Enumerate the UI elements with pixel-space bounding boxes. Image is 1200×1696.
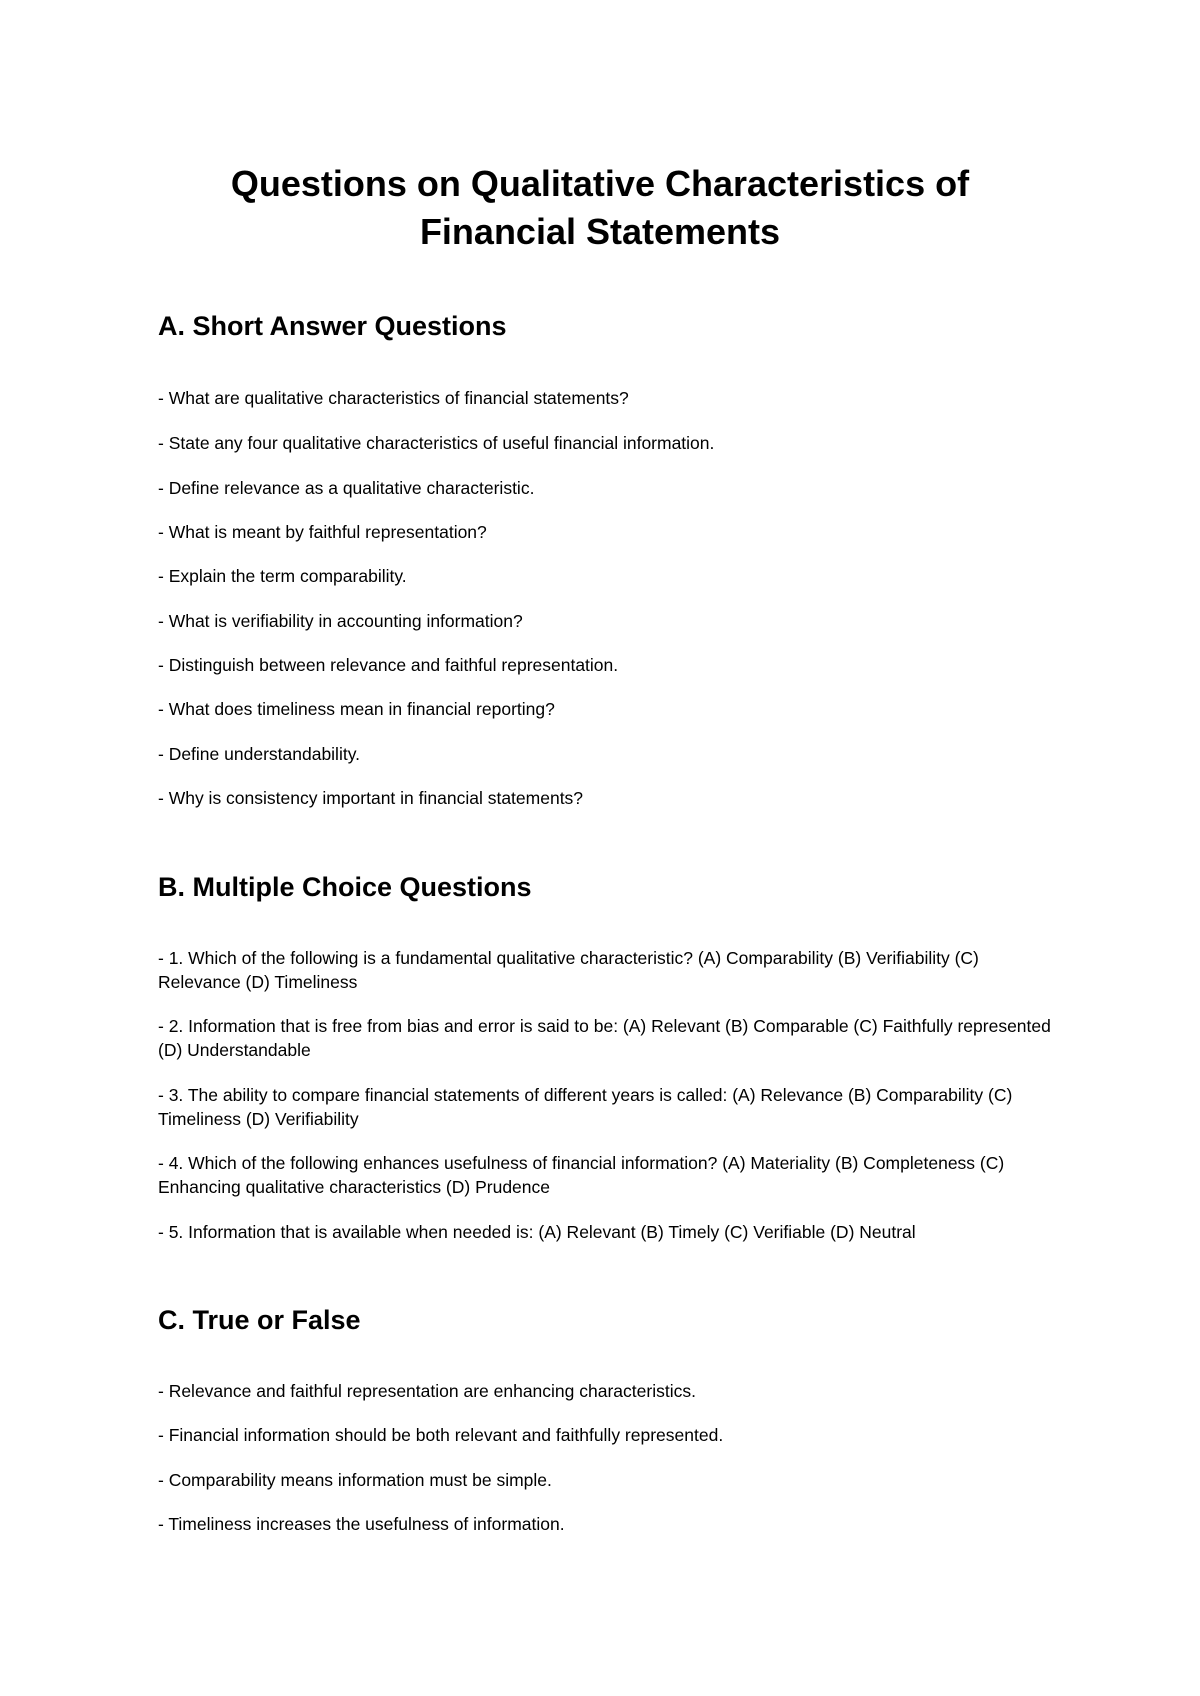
short-answer-question-4: - What is meant by faithful representation? (158, 522, 487, 542)
page-title-line-2: Financial Statements (419, 211, 781, 252)
true-false-statement-3: - Comparability means information must be simple. (158, 1470, 552, 1490)
section-c-heading: C. True or False (158, 1305, 361, 1335)
multiple-choice-question-4: - 4. Which of the following enhances usefulness of financial information? (A) Materiality (B) Completeness (C) Enhancing qualitative characteristics (D) Prudence (158, 1153, 1005, 1197)
short-answer-question-10: - Why is consistency important in financial statements? (158, 788, 584, 808)
page-title (120, 160, 1080, 256)
page-title-line-1: Questions on Qualitative Characteristics of (230, 163, 970, 204)
short-answer-question-9: - Define understandability. (158, 744, 361, 764)
multiple-choice-question-5: - 5. Information that is available when needed is: (A) Relevant (B) Timely (C) Verifiable (D) Neutral (158, 1222, 916, 1242)
short-answer-question-3: - Define relevance as a qualitative characteristic. (158, 478, 535, 498)
multiple-choice-question-2: - 2. Information that is free from bias and error is said to be: (A) Relevant (B) Comparable (C) Faithfully represented (D) Understandable (158, 1016, 1051, 1060)
section-b-heading: B. Multiple Choice Questions (158, 872, 532, 902)
short-answer-question-6: - What is verifiability in accounting information? (158, 611, 523, 631)
short-answer-question-2: - State any four qualitative characteristics of useful financial information. (158, 433, 715, 453)
short-answer-question-5: - Explain the term comparability. (158, 566, 407, 586)
multiple-choice-question-1: - 1. Which of the following is a fundamental qualitative characteristic? (A) Comparability (B) Verifiability (C) Relevance (D) Timeliness (158, 948, 979, 992)
short-answer-question-7: - Distinguish between relevance and faithful representation. (158, 655, 619, 675)
multiple-choice-question-3: - 3. The ability to compare financial statements of different years is called: (A) Relevance (B) Comparability (C) Timeliness (D) Verifiability (158, 1085, 1013, 1129)
section-a-heading: A. Short Answer Questions (158, 311, 507, 341)
true-false-statement-4: - Timeliness increases the usefulness of information. (158, 1514, 565, 1534)
true-false-statement-1: - Relevance and faithful representation are enhancing characteristics. (158, 1381, 696, 1401)
short-answer-question-1: - What are qualitative characteristics of financial statements? (158, 388, 629, 408)
true-false-statement-2: - Financial information should be both relevant and faithfully represented. (158, 1425, 724, 1445)
short-answer-question-8: - What does timeliness mean in financial reporting? (158, 699, 555, 719)
